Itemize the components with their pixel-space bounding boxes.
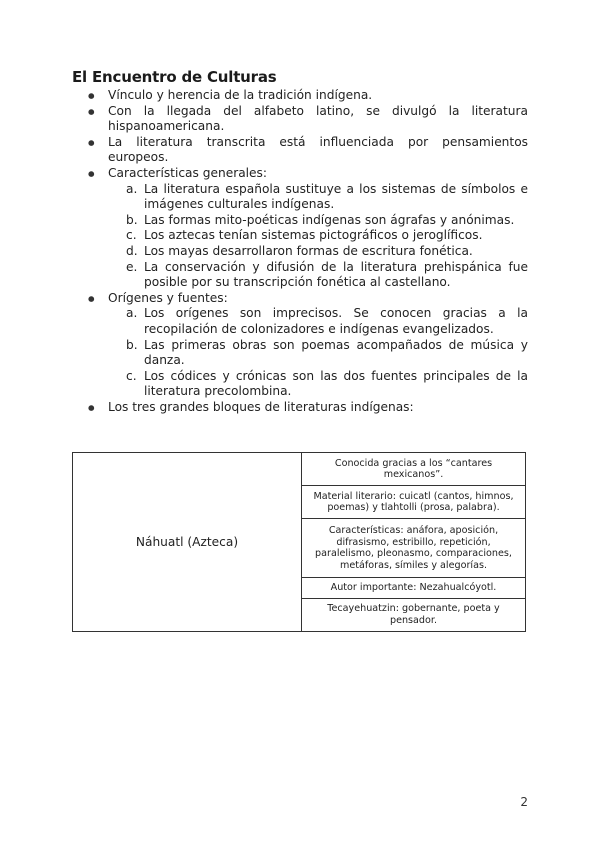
- sub-item-text: Las formas mito-poéticas indígenas son ágrafas y anónimas.: [144, 212, 515, 227]
- sub-list-item: [108, 306, 528, 337]
- sub-item-text: Los aztecas tenían sistemas pictográficos o jeroglíficos.: [144, 228, 483, 243]
- list-marker: a.: [126, 306, 138, 321]
- sub-list-item: [108, 228, 528, 244]
- page-number: 2: [520, 795, 528, 809]
- document-body: [72, 68, 528, 415]
- origenes-list: [108, 306, 528, 400]
- sub-item-text: Las primeras obras son poemas acompañados de música y danza.: [144, 337, 528, 368]
- bullet-item-origenes: [72, 291, 528, 400]
- sub-list-item: [108, 244, 528, 260]
- sub-item-text: Los orígenes son imprecisos. Se conocen gracias a la recopilación de colonizadores e indígenas evangelizados.: [144, 306, 528, 336]
- table-cell: Material literario: cuicatl (cantos, himnos, poemas) y tlahtolli (prosa, palabra).: [302, 486, 526, 519]
- table-cell: Conocida gracias a los “cantares mexicanos”.: [302, 453, 526, 486]
- list-marker: d.: [126, 243, 138, 258]
- sub-item-text: Los códices y crónicas son las dos fuentes principales de la literatura precolombina.: [144, 368, 528, 399]
- sub-list-item: [108, 213, 528, 229]
- bullet-label: Orígenes y fuentes:: [108, 290, 228, 305]
- table-cell-nahuatl: Náhuatl (Azteca): [73, 453, 302, 632]
- table-cell: Autor importante: Nezahualcóyotl.: [302, 578, 526, 598]
- sub-list-item: [108, 260, 528, 291]
- bullet-label: Características generales:: [108, 165, 268, 180]
- list-marker: c.: [126, 368, 137, 383]
- bullet-item: ● Vínculo y herencia de la tradición indígena.: [72, 88, 528, 104]
- sub-item-text: La conservación y difusión de la literatura prehispánica fue posible por su transcripción fonética al castellano.: [144, 259, 528, 290]
- bullet-item: ● La literatura transcrita está influenciada por pensamientos europeos.: [72, 135, 528, 166]
- sub-list-item: [108, 182, 528, 213]
- sub-item-text: Los mayas desarrollaron formas de escritura fonética.: [144, 243, 473, 258]
- sub-item-text: La literatura española sustituye a los sistemas de símbolos e imágenes culturales indígenas.: [144, 181, 528, 212]
- list-marker: b.: [126, 212, 138, 227]
- bullet-item-caracteristicas: [72, 166, 528, 291]
- table-row: [73, 453, 526, 486]
- bullet-item: ● Los tres grandes bloques de literaturas indígenas:: [72, 400, 528, 416]
- list-marker: c.: [126, 228, 137, 243]
- section-title: El Encuentro de Culturas: [72, 68, 277, 86]
- list-marker: b.: [126, 337, 138, 352]
- bullet-item: ● Con la llegada del alfabeto latino, se divulgó la literatura hispanoamericana.: [72, 104, 528, 135]
- list-marker: a.: [126, 181, 138, 196]
- main-bullet-list: [72, 88, 528, 415]
- sub-list-item: [108, 369, 528, 400]
- table-cell: Tecayehuatzin: gobernante, poeta y pensador.: [302, 598, 526, 631]
- literatures-table: [72, 452, 526, 632]
- table-cell: Características: anáfora, aposición, difrasismo, estribillo, repetición, paralelismo, pleonasmo, comparaciones, metáforas, símiles y alegorías.: [302, 519, 526, 578]
- sub-list-item: [108, 338, 528, 369]
- list-marker: e.: [126, 259, 138, 274]
- caracteristicas-list: [108, 182, 528, 291]
